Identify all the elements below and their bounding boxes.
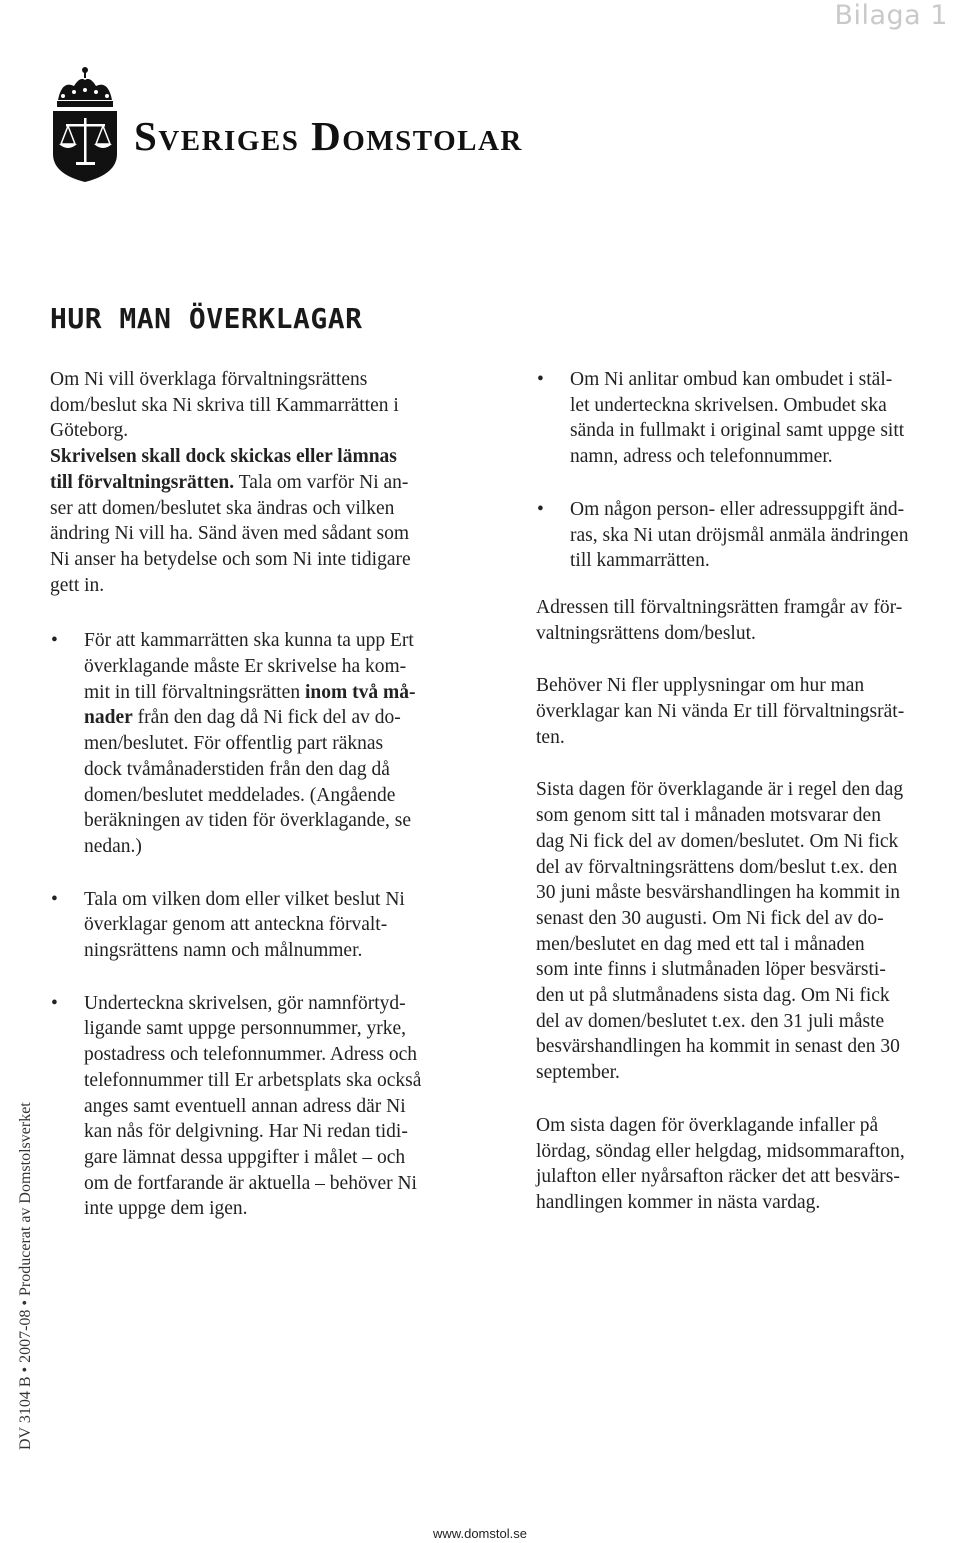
deadline-paragraph: Sista dagen för överklagande är i regel den dag som genom sitt tal i månaden motsvarar den dag Ni fick del av domen/beslutet. Om Ni fick del av förvaltningsrättens dom/beslut t.ex. den 30 juni måste besvärshandlingen ha kommit in senast den 30 augusti. Om Ni fick del av do- men/beslutet en dag med ett tal i månaden som inte finns i slutmånaden löper besvärsti- den ut på slutmånadens sista dag. Om Ni fick del av domen/beslutet t.ex. den 31 juli måste besvärshandlingen ha kommit in senast den 30 september.: [536, 779, 904, 1084]
list-item: • Om Ni anlitar ombud kan ombudet i stäl- let underteckna skrivelsen. Ombudet ska sända in fullmakt i original samt uppge sitt namn, adress och telefonnummer.: [536, 367, 956, 470]
list-item: • Tala om vilken dom eller vilket beslut Ni överklagar genom att anteckna förvalt- ningsrättens namn och målnummer.: [50, 887, 470, 964]
list-item: • Om någon person- eller adressuppgift änd- ras, ska Ni utan dröjsmål anmäla ändringen till kammarrätten.: [536, 497, 956, 574]
list-item: • Underteckna skrivelsen, gör namnförtyd- ligande samt uppge personnummer, yrke, postadress och telefonnummer. Adress och telefonnummer till Er arbetsplats ska också anges samt eventuell annan adress där Ni kan nås för delgivning. Har Ni redan tidi- gare lämnat dessa uppgifter i målet – och om de fortfarande är aktuella – behöver Ni inte uppge dem igen.: [50, 991, 470, 1222]
right-column: [536, 367, 956, 1216]
appendix-label: Bilaga 1: [834, 0, 948, 31]
sveriges-domstolar-logo: [50, 66, 586, 184]
list-item: • För att kammarrätten ska kunna ta upp Ert överklagande måste Er skrivelse ha kom- mit in till förvaltningsrätten inom två må- nader från den dag då Ni fick del av do- men/beslutet. För offentlig part räknas dock tvåmånaderstiden från den dag då domen/beslutet meddelades. (Angående beräkningen av tiden för överklagande, se nedan.): [50, 628, 470, 859]
address-paragraph: Adressen till förvaltningsrätten framgår av för- valtningsrättens dom/beslut.: [536, 596, 903, 644]
intro-paragraph: Om Ni vill överklaga förvaltningsrättens dom/beslut ska Ni skriva till Kammarrätten i Göteborg. Skrivelsen skall dock skickas eller lämnas till förvaltningsrätten. Tala om varför Ni an- ser att domen/beslutet ska ändras och vilken ändring Ni vill ha. Sänd även med sådant som Ni anser ha betydelse och som Ni inte tidigare gett in.: [50, 369, 411, 596]
holiday-paragraph: Om sista dagen för överklagande infaller på lördag, söndag eller helgdag, midsommarafton, julafton eller nyårsafton räcker det att besvärs- handlingen kommer in nästa vardag.: [536, 1114, 905, 1213]
form-id-sidebar-text: DV 3104 B • 2007-08 • Producerat av Domstolsverket: [17, 1102, 34, 1450]
right-bullet-list: [536, 367, 956, 574]
logo-text: Sveriges Domstolar: [134, 113, 523, 159]
info-paragraph: Behöver Ni fler upplysningar om hur man överklagar kan Ni vända Er till förvaltningsrät- ten.: [536, 675, 905, 748]
crown-scales-emblem-icon: [50, 66, 140, 184]
left-bullet-list: [50, 628, 470, 1222]
page-title: HUR MAN ÖVERKLAGAR: [50, 302, 363, 335]
left-column: [50, 367, 470, 1222]
footer-url: www.domstol.se: [433, 1526, 527, 1541]
